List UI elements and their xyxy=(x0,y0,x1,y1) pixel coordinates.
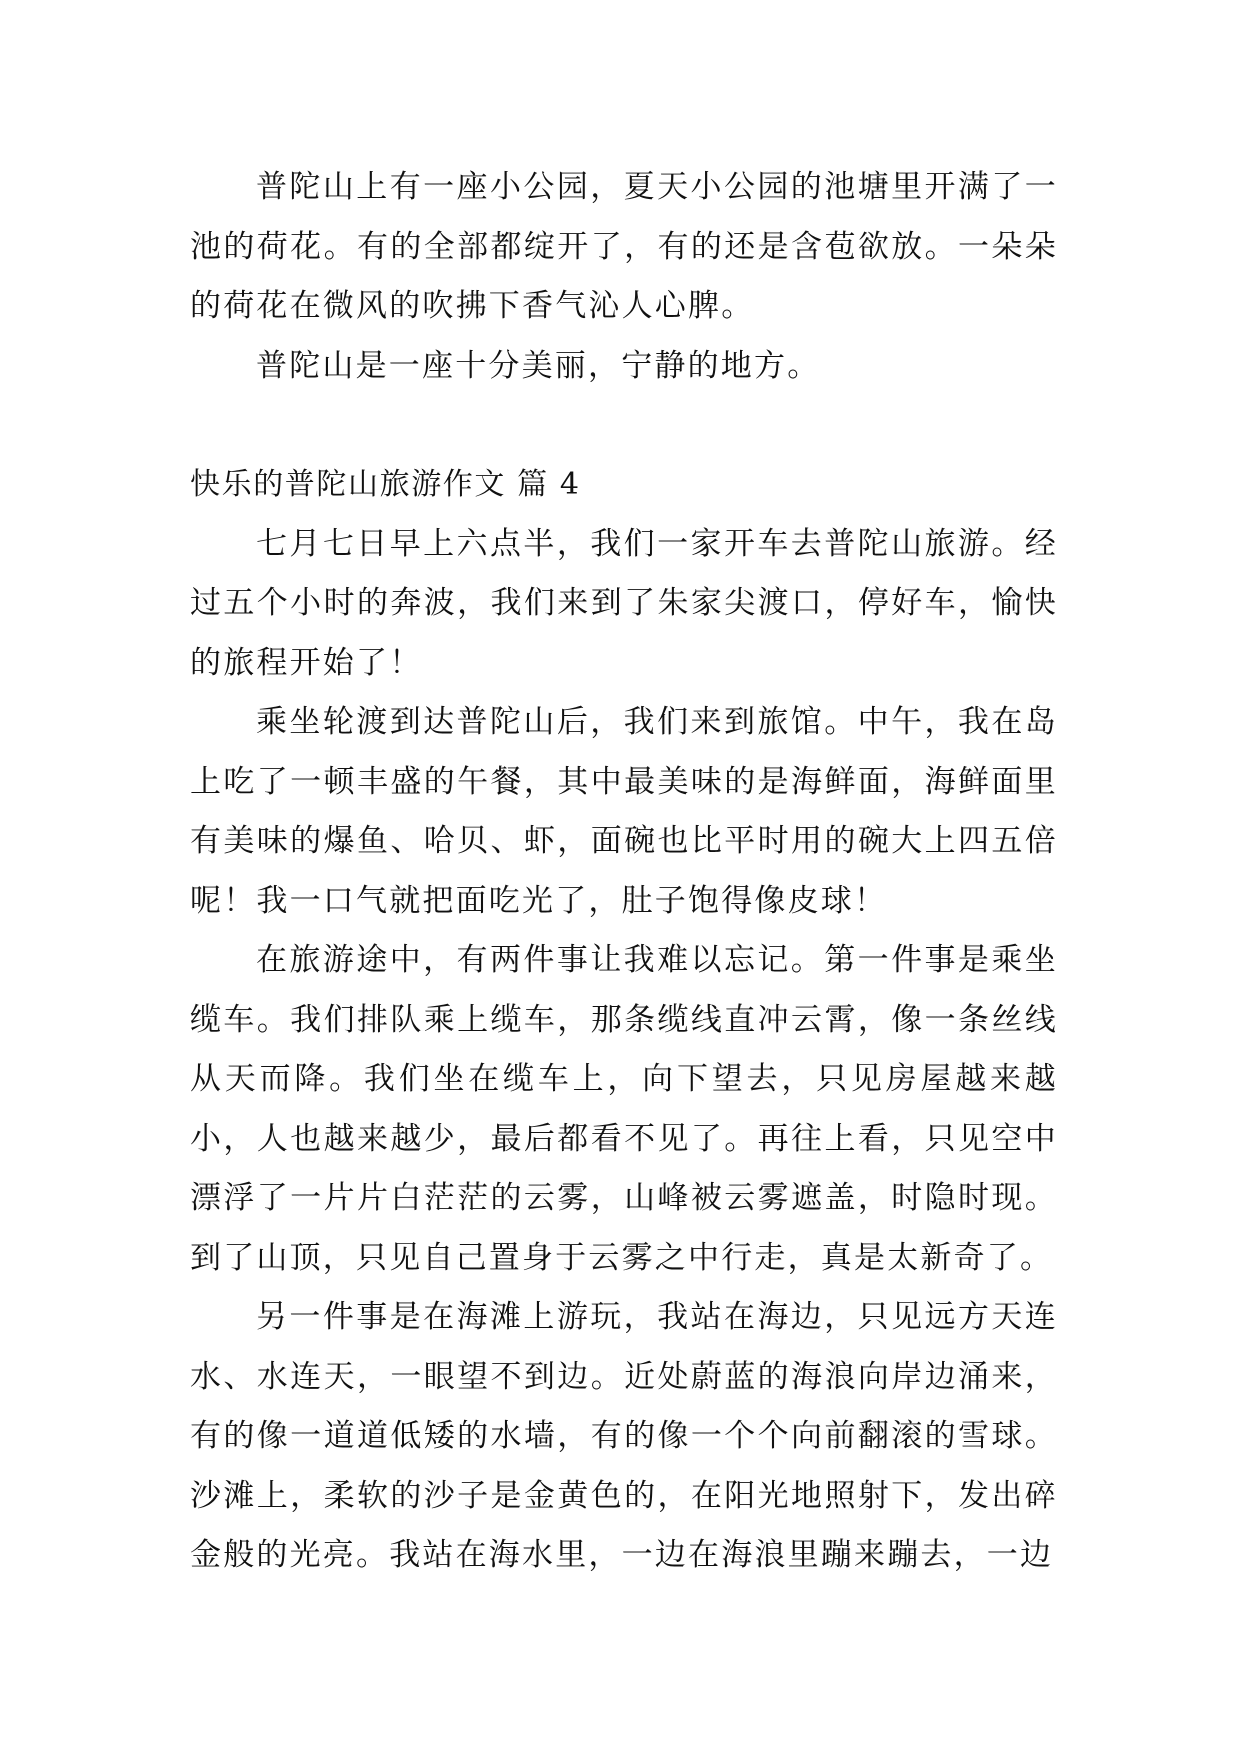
paragraph-lunch: 乘坐轮渡到达普陀山后，我们来到旅馆。中午，我在岛上吃了一顿丰盛的午餐，其中最美味的是海鲜面，海鲜面里有美味的爆鱼、哈贝、虾，面碗也比平时用的碗大上四五倍呢！我一口气就把面吃光了，肚子饱得像皮球！ xyxy=(190,704,1058,919)
document-body xyxy=(190,158,1058,1586)
paragraph-lotus-park: 普陀山上有一座小公园，夏天小公园的池塘里开满了一池的荷花。有的全部都绽开了，有的还是含苞欲放。一朵朵的荷花在微风的吹拂下香气沁人心脾。 xyxy=(190,169,1058,324)
paragraph-beach: 另一件事是在海滩上游玩，我站在海边，只见远方天连水、水连天，一眼望不到边。近处蔚蓝的海浪向岸边涌来，有的像一道道低矮的水墙，有的像一个个向前翻滚的雪球。沙滩上，柔软的沙子是金黄色的，在阳光地照射下，发出碎金般的光亮。我站在海水里，一边在海浪里蹦来蹦去，一边 xyxy=(190,1299,1058,1573)
section-spacer xyxy=(190,396,1058,455)
paragraph-cable-car: 在旅游途中，有两件事让我难以忘记。第一件事是乘坐缆车。我们排队乘上缆车，那条缆线直冲云霄，像一条丝线从天而降。我们坐在缆车上，向下望去，只见房屋越来越小，人也越来越少，最后都看不见了。再往上看，只见空中漂浮了一片片白茫茫的云雾，山峰被云雾遮盖，时隐时现。到了山顶，只见自己置身于云雾之中行走，真是太新奇了。 xyxy=(190,942,1058,1276)
section-heading: 快乐的普陀山旅游作文 篇 4 xyxy=(190,467,581,502)
paragraph-departure: 七月七日早上六点半，我们一家开车去普陀山旅游。经过五个小时的奔波，我们来到了朱家尖渡口，停好车，愉快的旅程开始了！ xyxy=(190,525,1058,681)
paragraph-putuo-summary: 普陀山是一座十分美丽，宁静的地方。 xyxy=(256,347,821,384)
